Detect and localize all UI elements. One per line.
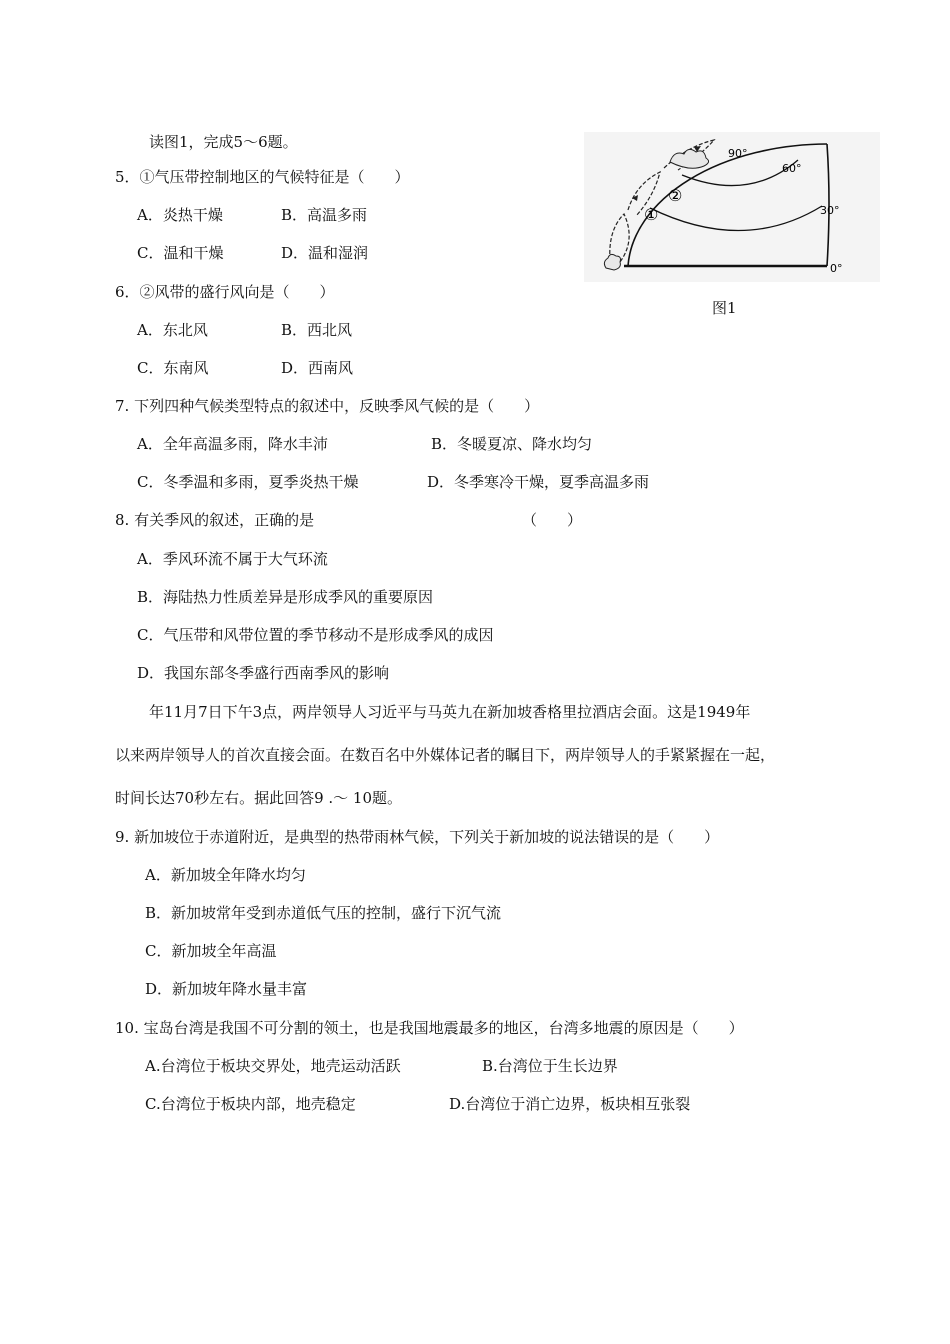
q9-option-a: A．新加坡全年降水均匀 (145, 866, 306, 884)
q5-stem: 5．①气压带控制地区的气候特征是（ ） (115, 168, 410, 186)
q5-option-a: A．炎热干燥 (137, 206, 223, 224)
q6-option-c: C．东南风 (137, 359, 209, 377)
label-pressure-belt-1: ② (668, 186, 683, 205)
q6-option-a: A．东北风 (137, 321, 208, 339)
q10-stem: 10. 宝岛台湾是我国不可分割的领土，也是我国地震最多的地区，台湾多地震的原因是（ ） (115, 1019, 744, 1037)
q8-option-c: C．气压带和风带位置的季节移动不是形成季风的成因 (137, 626, 494, 644)
q9-option-c: C．新加坡全年高温 (145, 942, 277, 960)
q8-stem: 8. 有关季风的叙述，正确的是 (115, 511, 315, 529)
passage-line-2: 以来两岸领导人的首次直接会面。在数百名中外媒体记者的瞩目下，两岸领导人的手紧紧握在一起， (115, 746, 776, 764)
q8-option-b: B．海陆热力性质差异是形成季风的重要原因 (137, 588, 434, 606)
q5-option-d: D．温和湿润 (281, 244, 369, 262)
q8-answer-paren: （ ） (522, 511, 583, 529)
q7-option-c: C．冬季温和多雨，夏季炎热干燥 (137, 473, 359, 491)
q9-option-d: D．新加坡年降水量丰富 (145, 980, 308, 998)
q8-option-d: D．我国东部冬季盛行西南季风的影响 (137, 664, 390, 682)
label-30: 30° (820, 204, 840, 217)
figure-1-caption: 图1 (712, 299, 737, 317)
passage-line-3: 时间长达70秒左右。据此回答9 .～ 10题。 (115, 789, 403, 807)
q7-stem: 7. 下列四种气候类型特点的叙述中，反映季风气候的是（ ） (115, 397, 540, 415)
label-90: 90° (728, 147, 748, 160)
label-0: 0° (830, 262, 843, 275)
q6-option-b: B．西北风 (281, 321, 353, 339)
q9-stem: 9. 新加坡位于赤道附近，是典型的热带雨林气候，下列关于新加坡的说法错误的是（ ） (115, 828, 720, 846)
q5-option-c: C．温和干燥 (137, 244, 224, 262)
q5-option-b: B．高温多雨 (281, 206, 368, 224)
q10-option-b: B.台湾位于生长边界 (482, 1057, 618, 1075)
q10-option-c: C.台湾位于板块内部，地壳稳定 (145, 1095, 356, 1113)
q6-option-d: D．西南风 (281, 359, 354, 377)
q6-stem: 6．②风带的盛行风向是（ ） (115, 283, 335, 301)
q7-option-d: D．冬季寒冷干燥，夏季高温多雨 (427, 473, 650, 491)
q7-option-b: B．冬暖夏凉、降水均匀 (431, 435, 593, 453)
q10-option-a: A.台湾位于板块交界处，地壳运动活跃 (145, 1057, 401, 1075)
q7-option-a: A．全年高温多雨，降水丰沛 (137, 435, 328, 453)
passage-line-1: 年11月7日下午3点，两岸领导人习近平与马英九在新加坡香格里拉酒店会面。这是1949年 (149, 703, 751, 721)
figure-1-circulation-diagram (584, 132, 880, 282)
q10-option-d: D.台湾位于消亡边界，板块相互张裂 (449, 1095, 691, 1113)
label-wind-belt-2: ① (644, 205, 659, 224)
q8-option-a: A．季风环流不属于大气环流 (137, 550, 328, 568)
q9-option-b: B．新加坡常年受到赤道低气压的控制，盛行下沉气流 (145, 904, 502, 922)
intro-text: 读图1，完成5～6题。 (149, 133, 298, 151)
label-60: 60° (782, 162, 802, 175)
